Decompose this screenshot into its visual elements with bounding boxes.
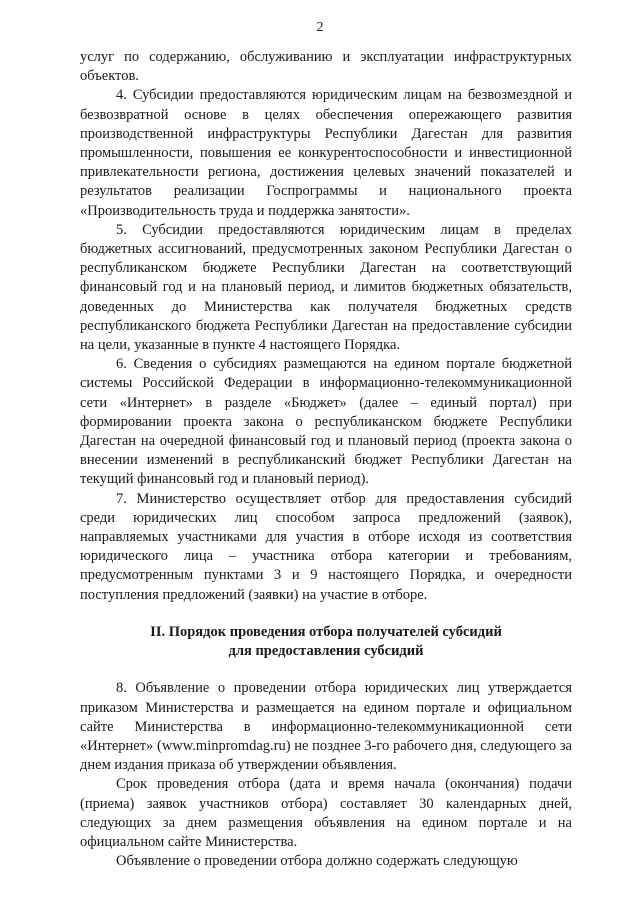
paragraph-item-8: 8. Объявление о проведении отбора юридических лиц утверждается приказом Министерства и размещается на едином портале и официальном сайте Министерства в информационно-телекоммуникационной сети «Интернет» (www.minpromdag.ru) не позднее 3-го рабочего дня, следующего за днем издания приказа об утверждении объявления. xyxy=(80,680,572,774)
paragraph-item-5: 5. Субсидии предоставляются юридическим лицам в пределах бюджетных ассигнований, предусмотренных законом Республики Дагестан о республиканском бюджете Республики Дагестан на соответствующий финансовый год и на плановый период, и лимитов бюджетных обязательств, доведенных до Министерства как получателя бюджетных средств республиканского бюджета Республики Дагестан на предоставление субсидии на цели, указанные в пункте 4 настоящего Порядка. xyxy=(80,221,572,354)
paragraph-announcement-contents: Объявление о проведении отбора должно содержать следующую xyxy=(116,853,518,870)
paragraph-selection-period: Срок проведения отбора (дата и время начала (окончания) подачи (приема) заявок участников отбора) составляет 30 календарных дней, следующих за днем размещения объявления на едином портале и на официальном сайте Министерства. xyxy=(80,776,572,850)
page-number: 2 xyxy=(316,20,324,35)
paragraph-item-4: 4. Субсидии предоставляются юридическим лицам на безвозмездной и безвозвратной основе в целях обеспечения опережающего развития производственной инфраструктуры Республики Дагестан для развития промышленности, повышения ее конкурентоспособности и инвестиционной привлекательности региона, достижения целевых значений показателей и результатов реализации Госпрограммы и национального проекта «Производительность труда и поддержка занятости». xyxy=(80,87,572,219)
section-heading xyxy=(80,623,572,661)
paragraph-item-6: 6. Сведения о субсидиях размещаются на едином портале бюджетной системы Российской Федерации в информационно-телекоммуникационной сети «Интернет» в разделе «Бюджет» (далее – единый портал) при формировании проекта закона о республиканском бюджете Республики Дагестан на очередной финансовый год и плановый период (проекта закона о внесении изменений в республиканский бюджет Республики Дагестан на текущий финансовый год и плановый период). xyxy=(80,356,572,488)
section-heading-line-1: II. Порядок проведения отбора получателей субсидий xyxy=(150,623,502,640)
paragraph-continuation: услуг по содержанию, обслуживанию и эксплуатации инфраструктурных объектов. xyxy=(80,49,572,85)
document-body xyxy=(80,48,572,871)
section-heading-line-2: для предоставления субсидий xyxy=(228,643,424,660)
paragraph-item-7: 7. Министерство осуществляет отбор для предоставления субсидий среди юридических лиц способом запроса предложений (заявок), направляемых участниками для участия в отборе исходя из соответствия юридического лица – участника отбора категории и требованиям, предусмотренным пунктами 3 и 9 настоящего Порядка, и очередности поступления предложений (заявки) на участие в отборе. xyxy=(80,490,572,603)
